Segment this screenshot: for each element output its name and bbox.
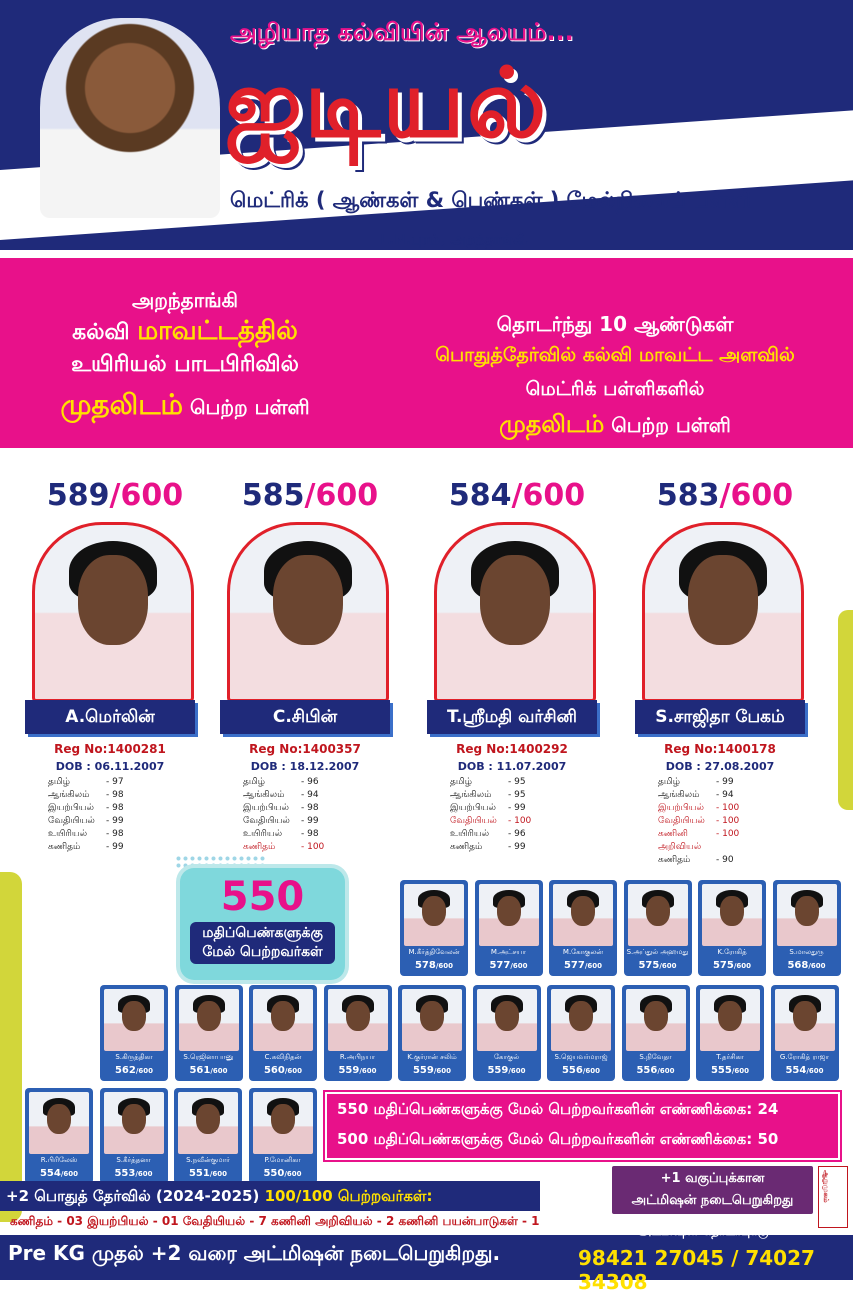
mark-subject: இயற்பியல்: [243, 803, 289, 813]
face-shape: [196, 1104, 220, 1134]
student-photo: [104, 1092, 164, 1154]
topper-score-total: /600: [109, 478, 184, 513]
student-photo: [628, 884, 688, 946]
student-name: M.கீர்த்திவேலன்: [408, 948, 460, 956]
topper-score-value: 584: [448, 478, 512, 513]
student-name: M.கோகுலன்: [562, 948, 604, 956]
face-shape: [273, 555, 343, 645]
face-shape: [346, 1001, 370, 1031]
topper-marks: [450, 776, 531, 854]
student-score: [696, 1065, 764, 1076]
mark-value: - 96: [508, 829, 526, 839]
mark-row: [450, 841, 531, 854]
mark-row: [243, 841, 324, 854]
face-shape: [720, 896, 744, 926]
student-score: [100, 1065, 168, 1076]
student-score-value: 575: [712, 960, 734, 971]
mark-subject: ஆங்கிலம்: [658, 790, 700, 800]
student-name: S.கிருத்திகா: [115, 1053, 153, 1061]
student-score-total: /600: [806, 1067, 824, 1075]
student-score: [771, 1065, 839, 1076]
student-card: [624, 880, 692, 976]
topper-dob: DOB : 11.07.2007: [457, 760, 567, 773]
phone-numbers[interactable]: 98421 27045 / 74027 34308: [578, 1246, 815, 1294]
mark-row: [658, 776, 739, 789]
left-banner-line4-b: பெற்ற பள்ளி: [183, 395, 310, 419]
student-name: T.தர்சிகா: [716, 1053, 744, 1061]
mark-row: [243, 789, 324, 802]
student-card: [547, 985, 615, 1081]
tagline: அழியாத கல்வியின் ஆலயம்...: [230, 18, 574, 46]
student-photo: [702, 884, 762, 946]
topper-reg-no: Reg No:1400292: [456, 742, 568, 756]
student-photo: [700, 989, 760, 1051]
student-score: [249, 1065, 317, 1076]
student-name: K.ரோகித்: [717, 948, 747, 956]
mark-value: - 94: [716, 790, 734, 800]
mark-value: - 98: [106, 790, 124, 800]
right-banner-line4-b: பெற்ற பள்ளி: [604, 413, 731, 437]
mark-subject: உயிரியல்: [450, 829, 490, 839]
student-score-value: 556: [636, 1065, 658, 1076]
badge-caption: [190, 922, 335, 964]
student-photo: [29, 1092, 89, 1154]
student-name: S.ரெஜினாபானு: [183, 1053, 234, 1061]
student-score-total: /600: [808, 962, 826, 970]
mark-row: [658, 828, 739, 854]
student-score: [249, 1168, 317, 1179]
topper-score-total: /600: [511, 478, 586, 513]
mark-subject: கணிதம்: [48, 842, 81, 852]
right-banner-line3: மெட்ரிக் பள்ளிகளில்: [525, 378, 705, 400]
mark-value: - 97: [106, 777, 124, 787]
student-name: R.பிரிலேஸ்: [40, 1156, 78, 1164]
student-photo: [404, 884, 464, 946]
mark-value: - 99: [508, 803, 526, 813]
student-score-value: 559: [412, 1065, 434, 1076]
face-shape: [271, 1001, 295, 1031]
mark-value: - 98: [301, 829, 319, 839]
topper-name: T.ஸ்ரீமதி வர்சினி: [427, 700, 597, 734]
student-card: [622, 985, 690, 1081]
left-banner-line1: அறந்தாங்கி: [131, 288, 239, 312]
student-photo: [328, 989, 388, 1051]
student-name: K.குர்ரான் சலிம்: [407, 1053, 457, 1061]
face-shape: [197, 1001, 221, 1031]
left-banner-line3: உயிரியல் பாடபிரிவில்: [71, 352, 299, 377]
student-card: [475, 880, 543, 976]
student-score-total: /600: [733, 962, 752, 970]
student-score-value: 577: [563, 960, 585, 971]
mark-value: - 98: [106, 803, 124, 813]
student-score: [100, 1168, 168, 1179]
student-score-value: 553: [114, 1168, 136, 1179]
summary-550: 550 மதிப்பெண்களுக்கு மேல் பெற்றவர்களின் எண்ணிக்கை: 24: [337, 1100, 779, 1118]
student-photo: [253, 989, 313, 1051]
mark-subject: தமிழ்: [243, 777, 265, 787]
mark-value: - 99: [301, 816, 319, 826]
student-score-value: 556: [561, 1065, 583, 1076]
mark-row: [450, 776, 531, 789]
topper-name: S.சாஜிதா பேகம்: [635, 700, 805, 734]
left-banner-line2: [0, 316, 370, 349]
mark-subject: கணிதம்: [243, 842, 276, 852]
student-photo: [178, 1092, 238, 1154]
mark-row: [658, 815, 739, 828]
decorative-strip-left: [0, 872, 22, 1222]
mark-value: - 100: [716, 816, 740, 826]
student-score: [175, 1065, 243, 1076]
mark-value: - 95: [508, 790, 526, 800]
face-shape: [688, 555, 758, 645]
mark-subject: வேதியியல்: [243, 816, 290, 826]
admission-line1: +1 வகுப்புக்கான: [660, 1171, 765, 1186]
face-shape: [646, 896, 670, 926]
student-score-total: /600: [659, 962, 677, 970]
mark-subject: தமிழ்: [450, 777, 472, 787]
topper-dob: DOB : 06.11.2007: [55, 760, 165, 773]
student-card: [696, 985, 764, 1081]
student-photo: [104, 989, 164, 1051]
mark-subject: இயற்பியல்: [450, 803, 496, 813]
student-name: G.ரோகித் ராஜா: [779, 1053, 830, 1061]
right-banner-line1: தொடர்ந்து 10 ஆண்டுகள்: [496, 312, 734, 336]
student-score-value: 575: [638, 960, 660, 971]
mark-value: - 100: [301, 842, 325, 852]
student-score: [25, 1168, 93, 1179]
mark-subject: கணினி அறிவியல்: [658, 829, 702, 852]
student-score: [398, 1065, 466, 1076]
student-photo: [551, 989, 611, 1051]
student-card: [249, 1088, 317, 1184]
student-photo: [477, 989, 537, 1051]
student-card: [174, 1088, 242, 1184]
student-score-total: /600: [210, 1067, 228, 1075]
student-name: S.ஜெயவர்மராஜ்: [554, 1053, 608, 1061]
student-card: [175, 985, 243, 1081]
student-score-value: 551: [188, 1168, 210, 1179]
plus2-lead: +2 பொதுத் தேர்வில் (2024-2025): [6, 1187, 265, 1205]
student-score: [698, 960, 766, 971]
topper-photo: [32, 522, 194, 702]
mark-row: [48, 802, 124, 815]
student-score-value: 578: [414, 960, 436, 971]
centum-subjects: கணிதம் - 03 இயற்பியல் - 01 வேதியியல் - 7 கணினி அறிவியல் - 2 கணினி பயன்பாடுகள் - 1: [10, 1214, 540, 1228]
mark-value: - 99: [106, 816, 124, 826]
mark-row: [48, 841, 124, 854]
student-name: R.அபிநயா: [339, 1053, 376, 1061]
face-shape: [644, 1001, 668, 1031]
topper-name: C.சிபின்: [220, 700, 390, 734]
mark-subject: உயிரியல்: [243, 829, 283, 839]
mark-row: [450, 802, 531, 815]
student-score-total: /600: [435, 962, 454, 970]
student-score-total: /600: [510, 962, 528, 970]
student-score-value: 562: [114, 1065, 136, 1076]
student-photo: [775, 989, 835, 1051]
student-score-total: /600: [657, 1067, 675, 1075]
student-card: [398, 985, 466, 1081]
topper-score: [220, 478, 400, 513]
face-shape: [795, 896, 819, 926]
student-score-total: /600: [508, 1067, 526, 1075]
student-card: [100, 1088, 168, 1184]
mark-row: [243, 776, 324, 789]
mark-row: [450, 815, 531, 828]
student-score-total: /600: [731, 1067, 750, 1075]
student-card: [324, 985, 392, 1081]
left-banner-line4-a: முதலிடம்: [60, 388, 184, 421]
topper-score-value: 589: [46, 478, 110, 513]
logo-text: ஆறுமுகம்: [822, 1170, 830, 1203]
student-score: [400, 960, 468, 971]
student-score: [549, 960, 617, 971]
face-shape: [793, 1001, 817, 1031]
student-score: [174, 1168, 242, 1179]
mark-row: [48, 789, 124, 802]
mark-value: - 94: [301, 790, 319, 800]
mark-row: [243, 828, 324, 841]
student-card: [25, 1088, 93, 1184]
student-score-value: 555: [710, 1065, 732, 1076]
mark-value: - 98: [301, 803, 319, 813]
face-shape: [569, 1001, 593, 1031]
topper-name: A.மெர்லின்: [25, 700, 195, 734]
right-banner-line4: [390, 410, 840, 441]
mark-subject: ஆங்கிலம்: [243, 790, 285, 800]
admission-line2: அட்மிஷன் நடைபெறுகிறது: [631, 1193, 794, 1208]
face-shape: [495, 1001, 519, 1031]
badge-line2: மேல் பெற்றவர்கள்: [202, 944, 323, 960]
student-photo: [626, 989, 686, 1051]
school-logo: [818, 1166, 848, 1228]
topper-score: [427, 478, 607, 513]
face-shape: [420, 1001, 444, 1031]
face-shape: [47, 1104, 71, 1134]
mark-subject: கணிதம்: [450, 842, 483, 852]
student-card: [100, 985, 168, 1081]
mark-subject: கணிதம்: [658, 855, 691, 865]
mark-row: [658, 854, 739, 867]
student-card: [698, 880, 766, 976]
student-name: கோகுல்: [493, 1053, 520, 1061]
mark-row: [450, 789, 531, 802]
student-score-total: /600: [359, 1067, 377, 1075]
mark-row: [243, 815, 324, 828]
student-score-total: /600: [584, 962, 603, 970]
student-score-value: 561: [189, 1065, 211, 1076]
topper-dob: DOB : 27.08.2007: [665, 760, 775, 773]
summary-box: [325, 1092, 840, 1160]
dot-pattern: [175, 855, 265, 869]
admission-notice: [610, 1164, 815, 1216]
student-score-value: 559: [338, 1065, 360, 1076]
mark-row: [658, 789, 739, 802]
student-card: [549, 880, 617, 976]
mark-value: - 99: [716, 777, 734, 787]
student-card: [400, 880, 468, 976]
face-shape: [571, 896, 595, 926]
topper-reg-no: Reg No:1400281: [54, 742, 166, 756]
topper-score-total: /600: [719, 478, 794, 513]
student-score-value: 568: [787, 960, 809, 971]
mark-subject: இயற்பியல்: [48, 803, 94, 813]
mark-row: [658, 802, 739, 815]
student-score: [324, 1065, 392, 1076]
mark-subject: ஆங்கிலம்: [450, 790, 492, 800]
student-score-total: /600: [135, 1170, 153, 1178]
mark-value: - 100: [716, 803, 740, 813]
mark-row: [48, 828, 124, 841]
face-shape: [122, 1104, 146, 1134]
topper-photo: [434, 522, 596, 702]
student-score-value: 560: [263, 1065, 285, 1076]
summary-500: 500 மதிப்பெண்களுக்கு மேல் பெற்றவர்களின் எண்ணிக்கை: 50: [337, 1130, 779, 1148]
topper-score-total: /600: [304, 478, 379, 513]
student-card: [249, 985, 317, 1081]
mark-value: - 98: [106, 829, 124, 839]
plus2-results-bar: [0, 1181, 540, 1211]
mark-subject: தமிழ்: [48, 777, 70, 787]
founder-portrait: [40, 18, 220, 218]
left-banner-line2-b: மாவட்டத்தில்: [137, 316, 298, 346]
topper-photo: [642, 522, 804, 702]
student-score-total: /600: [135, 1067, 154, 1075]
student-name: S.நிவேதா: [639, 1053, 672, 1061]
topper-marks: [658, 776, 739, 867]
student-score-value: 554: [785, 1065, 807, 1076]
student-score-total: /600: [284, 1067, 303, 1075]
topper-score: [25, 478, 205, 513]
student-score: [475, 960, 543, 971]
student-photo: [402, 989, 462, 1051]
mark-value: - 96: [301, 777, 319, 787]
student-photo: [479, 884, 539, 946]
topper-photo: [227, 522, 389, 702]
student-photo: [179, 989, 239, 1051]
above-550-badge: [180, 868, 345, 980]
topper-score-value: 583: [656, 478, 720, 513]
student-card: [473, 985, 541, 1081]
topper-score-value: 585: [241, 478, 305, 513]
student-score-total: /600: [582, 1067, 601, 1075]
left-banner-line4: [0, 388, 370, 425]
student-score-total: /600: [284, 1170, 302, 1178]
face-shape: [480, 555, 550, 645]
student-name: P.மோனிகா: [264, 1156, 301, 1164]
admission-footer-text: Pre KG முதல் +2 வரை அட்மிஷன் நடைபெறுகிறது.: [8, 1241, 501, 1265]
student-name: S.அப்துல் அஹமது: [626, 948, 689, 956]
mark-subject: வேதியியல்: [658, 816, 705, 826]
topper-score: [635, 478, 815, 513]
face-shape: [422, 896, 446, 926]
student-photo: [253, 1092, 313, 1154]
mark-subject: ஆங்கிலம்: [48, 790, 90, 800]
topper-reg-no: Reg No:1400178: [664, 742, 776, 756]
topper-dob: DOB : 18.12.2007: [250, 760, 360, 773]
left-banner-line2-a: கல்வி: [72, 320, 138, 345]
mark-value: - 99: [508, 842, 526, 852]
student-name: C.கவிநிதன்: [264, 1053, 302, 1061]
mark-value: - 100: [508, 816, 532, 826]
student-name: M.அட்சயா: [490, 948, 527, 956]
mark-subject: வேதியியல்: [450, 816, 497, 826]
student-photo: [553, 884, 613, 946]
mark-value: - 99: [106, 842, 124, 852]
face-shape: [497, 896, 521, 926]
student-name: S.நவீன்குமார்: [186, 1156, 230, 1164]
mark-subject: இயற்பியல்: [658, 803, 704, 813]
face-shape: [718, 1001, 742, 1031]
badge-number: 550: [220, 874, 305, 920]
topper-marks: [243, 776, 324, 854]
student-score: [773, 960, 841, 971]
mark-value: - 100: [716, 829, 740, 839]
student-score: [622, 1065, 690, 1076]
right-banner-line4-a: முதலிடம்: [499, 410, 605, 438]
student-score-total: /600: [60, 1170, 79, 1178]
mark-subject: தமிழ்: [658, 777, 680, 787]
mark-row: [450, 828, 531, 841]
student-score-value: 554: [39, 1168, 61, 1179]
school-brand-title: ஐடியல்: [225, 47, 549, 159]
badge-line1: மதிப்பெண்களுக்கு: [202, 925, 323, 941]
mark-row: [48, 776, 124, 789]
decorative-strip-right: [838, 610, 853, 810]
student-score: [473, 1065, 541, 1076]
topper-marks: [48, 776, 124, 854]
right-banner-line2: பொதுத்தேர்வில் கல்வி மாவட்ட அளவில்: [435, 344, 795, 366]
face-shape: [122, 1001, 146, 1031]
mark-subject: வேதியியல்: [48, 816, 95, 826]
face-shape: [271, 1104, 295, 1134]
student-card: [771, 985, 839, 1081]
school-type: மெட்ரிக் ( ஆண்கள் & பெண்கள் ) மேல்நிலைப் பள்ளி: [230, 188, 752, 212]
face-shape: [78, 555, 148, 645]
student-photo: [777, 884, 837, 946]
student-score: [624, 960, 692, 971]
student-score: [547, 1065, 615, 1076]
student-score-value: 550: [263, 1168, 285, 1179]
student-score-value: 577: [489, 960, 511, 971]
mark-row: [243, 802, 324, 815]
mark-value: - 90: [716, 855, 734, 865]
student-card: [773, 880, 841, 976]
school-location: L.N.புரம், அறந்தாங்கி.: [380, 232, 530, 248]
student-name: S.மாலதுரு: [789, 948, 824, 956]
mark-value: - 95: [508, 777, 526, 787]
plus2-highlight: 100/100 பெற்றவர்கள்:: [264, 1187, 433, 1205]
admission-contact-label: அட்மிஷன் தொடர்புக்கு....: [638, 1224, 787, 1238]
mark-subject: உயிரியல்: [48, 829, 88, 839]
student-score-total: /600: [209, 1170, 228, 1178]
student-name: S.கீர்த்தனா: [116, 1156, 151, 1164]
topper-reg-no: Reg No:1400357: [249, 742, 361, 756]
student-score-total: /600: [433, 1067, 452, 1075]
mark-row: [48, 815, 124, 828]
student-score-value: 559: [487, 1065, 509, 1076]
